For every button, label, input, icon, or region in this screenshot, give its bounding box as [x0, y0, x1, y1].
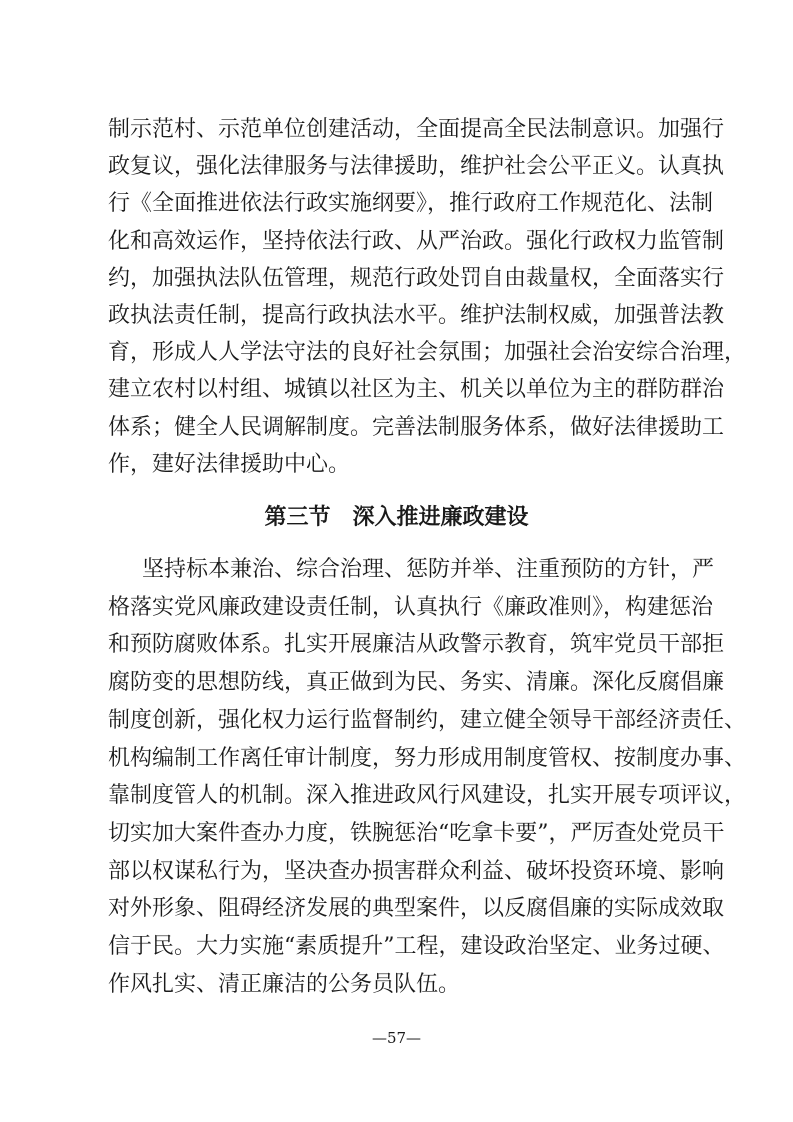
page-number: —57—: [371, 1029, 422, 1047]
text-line: 制示范村、示范单位创建活动，全面提高全民法制意识。加强行: [108, 117, 725, 142]
text-line: 制度创新，强化权力运行监督制约，建立健全领导干部经济责任、: [108, 707, 747, 733]
section-heading: 第三节 深入推进廉政建设: [264, 504, 529, 530]
text-line: 育，形成人人学法守法的良好社会氛围；加强社会治安综合治理，: [108, 340, 747, 366]
text-line: 作风扎实、清正廉洁的公务员队伍。: [108, 971, 461, 997]
text-line: 政复议，强化法律服务与法律援助，维护社会公平正义。认真执: [108, 154, 725, 180]
text-line: 作，建好法律援助中心。: [108, 451, 351, 477]
text-line: 对外形象、阻碍经济发展的典型案件，以反腐倡廉的实际成效取: [108, 896, 725, 922]
text-line: 格落实党风廉政建设责任制，认真执行《廉政准则》，构建惩治: [108, 594, 714, 620]
text-line: 信于民。大力实施“素质提升”工程，建设政治坚定、业务过硬、: [108, 934, 725, 959]
text-line: 建立农村以村组、城镇以社区为主、机关以单位为主的群防群治: [108, 377, 725, 403]
text-line: 切实加大案件查办力度，铁腕惩治“吃拿卡要”，严厉查处党员干: [108, 820, 725, 846]
text-line: 部以权谋私行为，坚决查办损害群众利益、破坏投资环境、影响: [108, 858, 725, 884]
text-line: 靠制度管人的机制。深入推进政风行风建设，扎实开展专项评议，: [108, 783, 747, 809]
text-line: 政执法责任制，提高行政执法水平。维护法制权威，加强普法教: [108, 303, 725, 328]
text-line: 腐防变的思想防线，真正做到为民、务实、清廉。深化反腐倡廉: [108, 670, 725, 696]
text-line: 约，加强执法队伍管理，规范行政处罚自由裁量权，全面落实行: [108, 265, 725, 291]
text-line: 和预防腐败体系。扎实开展廉洁从政警示教育，筑牢党员干部拒: [108, 632, 725, 658]
text-line: 体系；健全人民调解制度。完善法制服务体系，做好法律援助工: [108, 414, 725, 440]
text-line: 坚持标本兼治、综合治理、惩防并举、注重预防的方针，严: [142, 557, 715, 582]
text-line: 机构编制工作离任审计制度，努力形成用制度管权、按制度办事、: [108, 745, 747, 771]
text-line: 化和高效运作，坚持依法行政、从严治政。强化行政权力监管制: [108, 228, 725, 254]
text-line: 行《全面推进依法行政实施纲要》，推行政府工作规范化、法制: [108, 191, 714, 217]
